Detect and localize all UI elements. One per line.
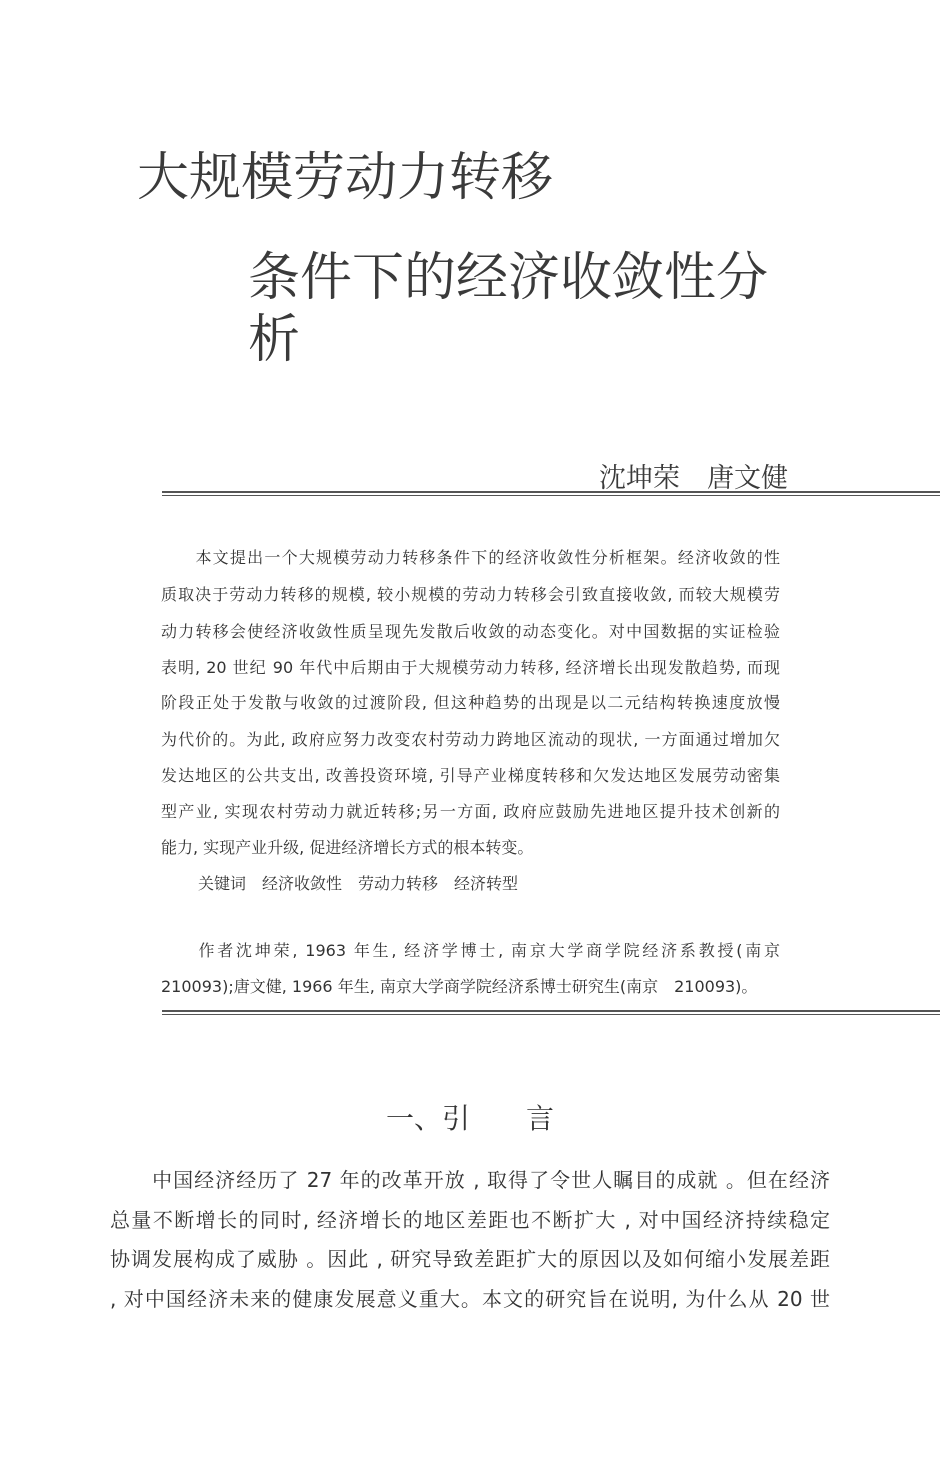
keywords [198, 874, 518, 894]
abstract-line: 型产业, 实现农村劳动力就近转移;另一方面, 政府应鼓励先进地区提升技术创新的 [161, 802, 780, 821]
body-line: 协调发展构成了威胁 。因此 , 研究导致差距扩大的原因以及如何缩小发展差距 [110, 1247, 830, 1271]
abstract-line: 为代价的。为此, 政府应努力改变农村劳动力跨地区流动的现状, 一方面通过增加欠 [161, 730, 780, 749]
body-line: , 对中国经济未来的健康发展意义重大。本文的研究旨在说明, 为什么从 20 世 [110, 1287, 830, 1311]
abstract-line: 本文提出一个大规模劳动力转移条件下的经济收敛性分析框架。经济收敛的性 [161, 548, 780, 567]
keywords-label: 关键词 [198, 874, 247, 893]
author-note-line: 作者沈坤荣, 1963 年生, 经济学博士, 南京大学商学院经济系教授(南京 [161, 941, 780, 960]
abstract-line: 动力转移会使经济收敛性质呈现先发散后收敛的动态变化。对中国数据的实证检验 [161, 622, 780, 641]
divider-top [162, 491, 940, 496]
abstract-line: 阶段正处于发散与收敛的过渡阶段, 但这种趋势的出现是以二元结构转换速度放慢 [161, 693, 780, 712]
keyword: 经济转型 [454, 874, 519, 893]
abstract-line: 表明, 20 世纪 90 年代中后期由于大规模劳动力转移, 经济增长出现发散趋势, 而现 [161, 658, 780, 677]
body-line: 中国经济经历了 27 年的改革开放 , 取得了令世人瞩目的成就 。但在经济 [110, 1168, 830, 1192]
body-line: 总量不断增长的同时, 经济增长的地区差距也不断扩大 , 对中国经济持续稳定 [110, 1208, 830, 1232]
title-line-1: 大规模劳动力转移 [137, 148, 554, 208]
divider-bottom [162, 1010, 940, 1015]
author-note-line: 210093);唐文健, 1966 年生, 南京大学商学院经济系博士研究生(南京 210093)。 [161, 977, 758, 996]
title-line-2: 条件下的经济收敛性分 [248, 248, 769, 308]
keyword: 经济收敛性 [262, 874, 343, 893]
authors: 沈坤荣 唐文健 [599, 463, 788, 494]
abstract-line: 质取决于劳动力转移的规模, 较小规模的劳动力转移会引致直接收敛, 而较大规模劳 [161, 585, 780, 604]
title-line-3: 析 [248, 310, 301, 370]
abstract-line: 发达地区的公共支出, 改善投资环境, 引导产业梯度转移和欠发达地区发展劳动密集 [161, 766, 780, 785]
abstract-line: 能力, 实现产业升级, 促进经济增长方式的根本转变。 [161, 838, 534, 857]
section-heading: 一、引 言 [385, 1102, 554, 1135]
keyword: 劳动力转移 [358, 874, 439, 893]
